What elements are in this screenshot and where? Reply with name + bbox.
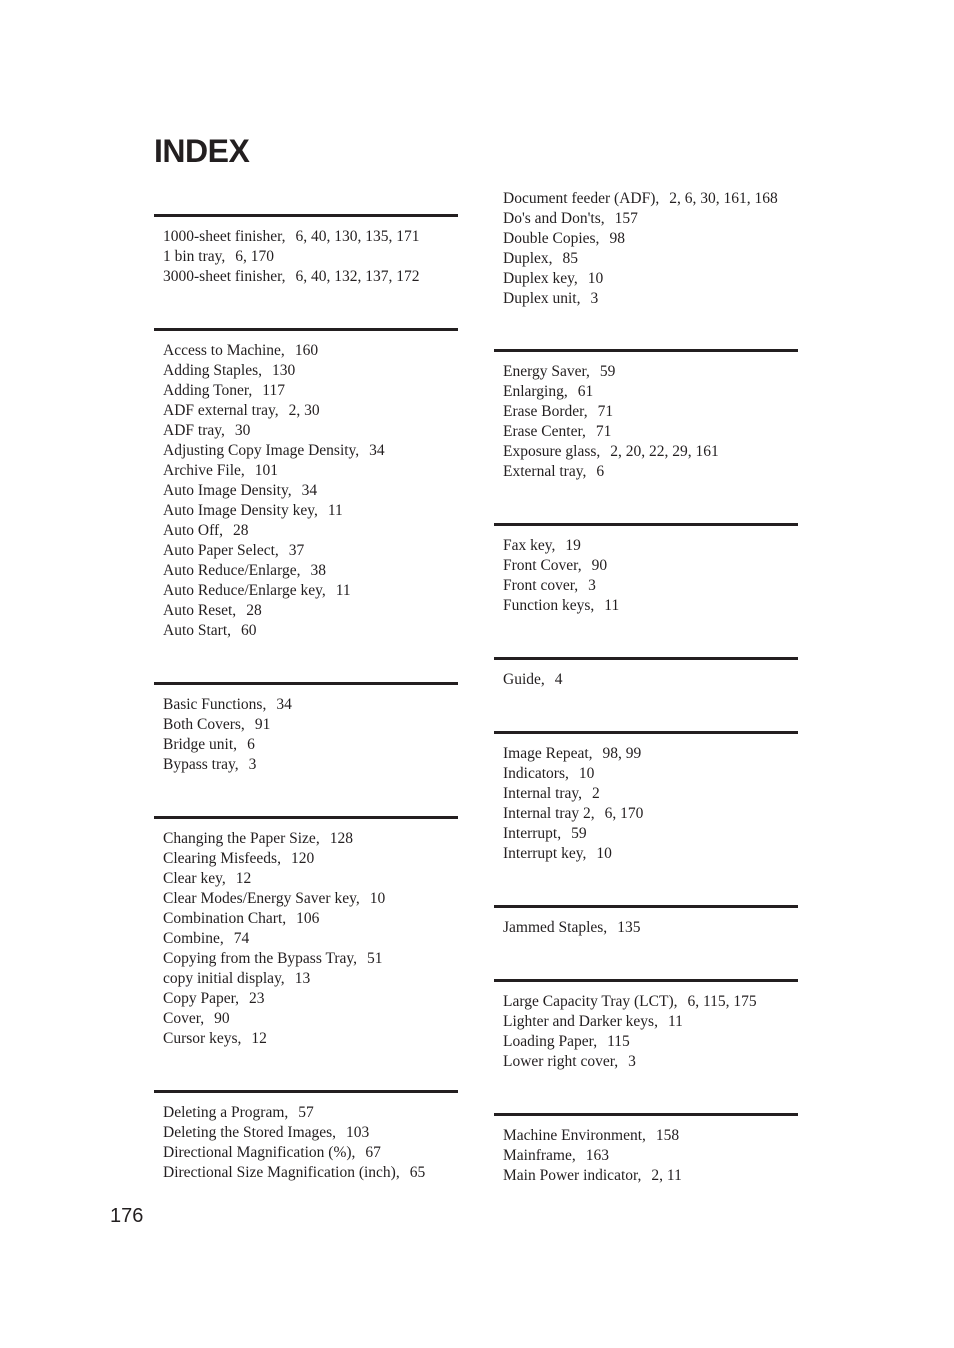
index-entry	[163, 829, 458, 849]
index-page-refs: 117	[262, 382, 285, 399]
index-page-refs: 37	[288, 542, 305, 559]
index-entry	[163, 1103, 458, 1123]
index-term: Erase Border,	[503, 403, 588, 420]
index-entry	[163, 1029, 458, 1049]
index-entry	[503, 576, 798, 596]
index-entry	[163, 621, 458, 641]
index-page-refs: 28	[246, 602, 262, 619]
index-page-refs: 160	[294, 342, 319, 359]
index-entry	[163, 909, 458, 929]
index-page-refs: 10	[596, 845, 612, 862]
index-page-refs: 3	[590, 290, 599, 307]
index-entry	[503, 1146, 798, 1166]
index-entry	[163, 421, 458, 441]
index-entry	[503, 462, 798, 482]
index-group	[494, 657, 798, 690]
index-entry	[163, 889, 458, 909]
index-page-refs: 34	[276, 696, 292, 713]
index-entry	[163, 1123, 458, 1143]
index-term: Clearing Misfeeds,	[163, 850, 281, 867]
index-group	[154, 1090, 458, 1183]
index-entry	[503, 670, 798, 690]
index-term: Both Covers,	[163, 716, 245, 733]
index-term: Bypass tray,	[163, 756, 239, 773]
index-page-refs: 2, 30	[288, 402, 320, 419]
index-page-refs: 11	[604, 597, 620, 614]
index-entry	[163, 929, 458, 949]
index-entry	[503, 229, 798, 249]
index-group	[494, 905, 798, 938]
index-entry	[503, 442, 798, 462]
index-page-refs: 30	[234, 422, 251, 439]
index-term: Cover,	[163, 1010, 205, 1027]
index-group	[154, 214, 458, 287]
index-entry	[163, 361, 458, 381]
index-term: Auto Off,	[163, 522, 223, 539]
index-term: Deleting the Stored Images,	[163, 1124, 337, 1141]
index-term: Cursor keys,	[163, 1030, 242, 1047]
index-entry	[503, 804, 798, 824]
index-term: Indicators,	[503, 765, 569, 782]
index-entry	[503, 784, 798, 804]
index-page-refs: 34	[301, 482, 318, 499]
index-term: Double Copies,	[503, 230, 600, 247]
index-page-refs: 6, 115, 175	[687, 993, 757, 1010]
index-term: Clear key,	[163, 870, 226, 887]
index-term: Duplex key,	[503, 270, 578, 287]
index-entry	[503, 249, 798, 269]
index-entry	[503, 596, 798, 616]
index-page-refs: 2	[592, 785, 600, 802]
index-page-refs: 60	[241, 622, 257, 639]
index-page-refs: 90	[591, 557, 608, 574]
index-term: Copying from the Bypass Tray,	[163, 950, 358, 967]
index-term: Combination Chart,	[163, 910, 287, 927]
index-entry	[503, 824, 798, 844]
index-entry	[163, 541, 458, 561]
index-term: Auto Image Density,	[163, 482, 292, 499]
index-term: Erase Center,	[503, 423, 586, 440]
index-page-refs: 59	[599, 363, 616, 380]
index-term: Duplex unit,	[503, 290, 581, 307]
index-entry	[503, 1012, 798, 1032]
index-entry	[163, 227, 458, 247]
index-entry	[163, 581, 458, 601]
index-page-refs: 10	[587, 270, 604, 287]
index-term: Archive File,	[163, 462, 245, 479]
index-entry	[163, 481, 458, 501]
index-entry	[163, 695, 458, 715]
index-term: Combine,	[163, 930, 224, 947]
index-page-refs: 34	[369, 442, 385, 459]
page-number: 176	[110, 1205, 144, 1227]
index-page-refs: 157	[614, 210, 638, 227]
index-page-refs: 90	[214, 1010, 230, 1027]
index-term: Auto Start,	[163, 622, 232, 639]
index-term: Basic Functions,	[163, 696, 267, 713]
index-page-refs: 38	[310, 562, 326, 579]
index-column-right	[494, 189, 798, 1227]
index-term: Adding Toner,	[163, 382, 253, 399]
index-group	[154, 682, 458, 775]
index-group	[494, 349, 798, 482]
index-term: Auto Reset,	[163, 602, 237, 619]
index-page-refs: 65	[409, 1164, 426, 1181]
index-term: Internal tray 2,	[503, 805, 595, 822]
index-page-refs: 57	[298, 1104, 314, 1121]
index-term: Access to Machine,	[163, 342, 285, 359]
index-entry	[163, 601, 458, 621]
index-page-refs: 2, 6, 30, 161, 168	[669, 190, 778, 207]
index-entry	[163, 1009, 458, 1029]
index-term: Auto Image Density key,	[163, 502, 318, 519]
index-entry	[163, 561, 458, 581]
index-entry	[503, 269, 798, 289]
index-entry	[163, 949, 458, 969]
index-entry	[503, 422, 798, 442]
index-page-refs: 2, 20, 22, 29, 161	[610, 443, 719, 460]
index-entry	[163, 735, 458, 755]
index-term: Do's and Don'ts,	[503, 210, 605, 227]
index-page-refs: 3	[248, 756, 257, 773]
index-page-refs: 51	[367, 950, 383, 967]
index-term: Lower right cover,	[503, 1053, 619, 1070]
index-page-refs: 6, 170	[235, 248, 275, 265]
index-entry	[503, 992, 798, 1012]
index-entry	[503, 744, 798, 764]
index-term: Auto Reduce/Enlarge key,	[163, 582, 326, 599]
index-term: Fax key,	[503, 537, 556, 554]
index-page-refs: 2, 11	[651, 1167, 682, 1184]
index-term: Directional Magnification (%),	[163, 1144, 356, 1161]
index-term: Directional Size Magnification (inch),	[163, 1164, 400, 1181]
index-term: Bridge unit,	[163, 736, 238, 753]
index-page-refs: 3	[588, 577, 596, 594]
index-entry	[163, 501, 458, 521]
index-term: Deleting a Program,	[163, 1104, 289, 1121]
index-term: External tray,	[503, 463, 587, 480]
index-term: Interrupt,	[503, 825, 562, 842]
index-group	[494, 523, 798, 616]
index-page-refs: 61	[577, 383, 594, 400]
index-term: Changing the Paper Size,	[163, 830, 320, 847]
index-group	[494, 731, 798, 864]
index-entry	[163, 401, 458, 421]
index-entry	[163, 755, 458, 775]
index-entry	[163, 521, 458, 541]
index-page-refs: 120	[290, 850, 315, 867]
index-term: Duplex,	[503, 250, 553, 267]
index-page-refs: 163	[585, 1147, 609, 1164]
index-page-refs: 6, 170	[604, 805, 644, 822]
index-group	[154, 328, 458, 641]
index-entry	[503, 382, 798, 402]
index-entry	[503, 362, 798, 382]
index-term: Loading Paper,	[503, 1033, 598, 1050]
index-entry	[503, 918, 798, 938]
index-term: Function keys,	[503, 597, 595, 614]
index-term: Large Capacity Tray (LCT),	[503, 993, 678, 1010]
index-term: ADF external tray,	[163, 402, 279, 419]
index-entry	[503, 189, 798, 209]
index-term: Document feeder (ADF),	[503, 190, 660, 207]
index-entry	[163, 849, 458, 869]
index-entry	[163, 441, 458, 461]
index-page-refs: 10	[578, 765, 595, 782]
index-page-refs: 115	[607, 1033, 630, 1050]
page-title: INDEX	[154, 133, 250, 169]
index-entry	[163, 247, 458, 267]
index-page-refs: 6	[247, 736, 255, 753]
index-group	[154, 816, 458, 1049]
index-page-refs: 103	[346, 1124, 370, 1141]
index-page-refs: 128	[329, 830, 353, 847]
index-entry	[503, 536, 798, 556]
index-page-refs: 23	[249, 990, 265, 1007]
index-page-refs: 12	[235, 870, 252, 887]
index-page-refs: 12	[251, 1030, 267, 1047]
index-entry	[163, 989, 458, 1009]
index-term: Jammed Staples,	[503, 919, 608, 936]
index-page-refs: 101	[254, 462, 279, 479]
index-entry	[503, 1032, 798, 1052]
index-term: Auto Paper Select,	[163, 542, 279, 559]
index-term: Clear Modes/Energy Saver key,	[163, 890, 360, 907]
index-page-refs: 10	[369, 890, 386, 907]
index-page-refs: 19	[565, 537, 581, 554]
index-term: ADF tray,	[163, 422, 225, 439]
index-group	[494, 1113, 798, 1186]
index-entry	[163, 381, 458, 401]
index-column-left	[154, 214, 458, 1224]
index-page-refs: 11	[667, 1013, 683, 1030]
index-page-refs: 6, 40, 132, 137, 172	[295, 268, 420, 285]
index-page-refs: 158	[655, 1127, 680, 1144]
index-term: Energy Saver,	[503, 363, 590, 380]
index-term: 1000-sheet finisher,	[163, 228, 286, 245]
index-entry	[163, 461, 458, 481]
index-term: 1 bin tray,	[163, 248, 226, 265]
index-page-refs: 91	[254, 716, 271, 733]
index-entry	[163, 1163, 458, 1183]
index-page-refs: 71	[597, 403, 614, 420]
index-entry	[163, 267, 458, 287]
index-page-refs: 130	[272, 362, 296, 379]
index-page-refs: 85	[562, 250, 579, 267]
index-term: Adjusting Copy Image Density,	[163, 442, 360, 459]
index-page-refs: 28	[233, 522, 249, 539]
index-entry	[163, 1143, 458, 1163]
index-term: Front Cover,	[503, 557, 582, 574]
index-entry	[503, 556, 798, 576]
index-entry	[163, 969, 458, 989]
index-entry	[503, 402, 798, 422]
index-term: copy initial display,	[163, 970, 285, 987]
index-page-refs: 135	[617, 919, 641, 936]
index-page-refs: 4	[554, 671, 563, 688]
index-term: Internal tray,	[503, 785, 583, 802]
index-page-refs: 67	[365, 1144, 381, 1161]
index-term: Front cover,	[503, 577, 579, 594]
index-term: Guide,	[503, 671, 545, 688]
index-page-refs: 6, 40, 130, 135, 171	[295, 228, 420, 245]
index-term: 3000-sheet finisher,	[163, 268, 286, 285]
index-term: Lighter and Darker keys,	[503, 1013, 658, 1030]
index-page-refs: 6	[596, 463, 605, 480]
index-entry	[503, 289, 798, 309]
index-page-refs: 98, 99	[602, 745, 642, 762]
index-entry	[503, 844, 798, 864]
index-page-refs: 11	[335, 582, 351, 599]
index-term: Main Power indicator,	[503, 1167, 642, 1184]
index-entry	[163, 715, 458, 735]
index-term: Adding Staples,	[163, 362, 263, 379]
index-term: Image Repeat,	[503, 745, 593, 762]
index-page-refs: 59	[571, 825, 587, 842]
index-entry	[503, 209, 798, 229]
index-term: Enlarging,	[503, 383, 568, 400]
index-term: Machine Environment,	[503, 1127, 646, 1144]
index-page-refs: 106	[296, 910, 320, 927]
index-term: Copy Paper,	[163, 990, 240, 1007]
index-term: Interrupt key,	[503, 845, 587, 862]
index-term: Auto Reduce/Enlarge,	[163, 562, 301, 579]
index-page-refs: 11	[327, 502, 343, 519]
index-entry	[503, 1166, 798, 1186]
index-group	[494, 189, 798, 309]
index-page-refs: 71	[595, 423, 612, 440]
index-entry	[163, 869, 458, 889]
index-term: Exposure glass,	[503, 443, 601, 460]
index-page-refs: 13	[294, 970, 311, 987]
index-page-refs: 3	[628, 1053, 636, 1070]
index-entry	[503, 1126, 798, 1146]
index-page-refs: 98	[609, 230, 625, 247]
index-term: Mainframe,	[503, 1147, 576, 1164]
index-entry	[163, 341, 458, 361]
index-entry	[503, 764, 798, 784]
index-page-refs: 74	[233, 930, 250, 947]
index-entry	[503, 1052, 798, 1072]
index-group	[494, 979, 798, 1072]
